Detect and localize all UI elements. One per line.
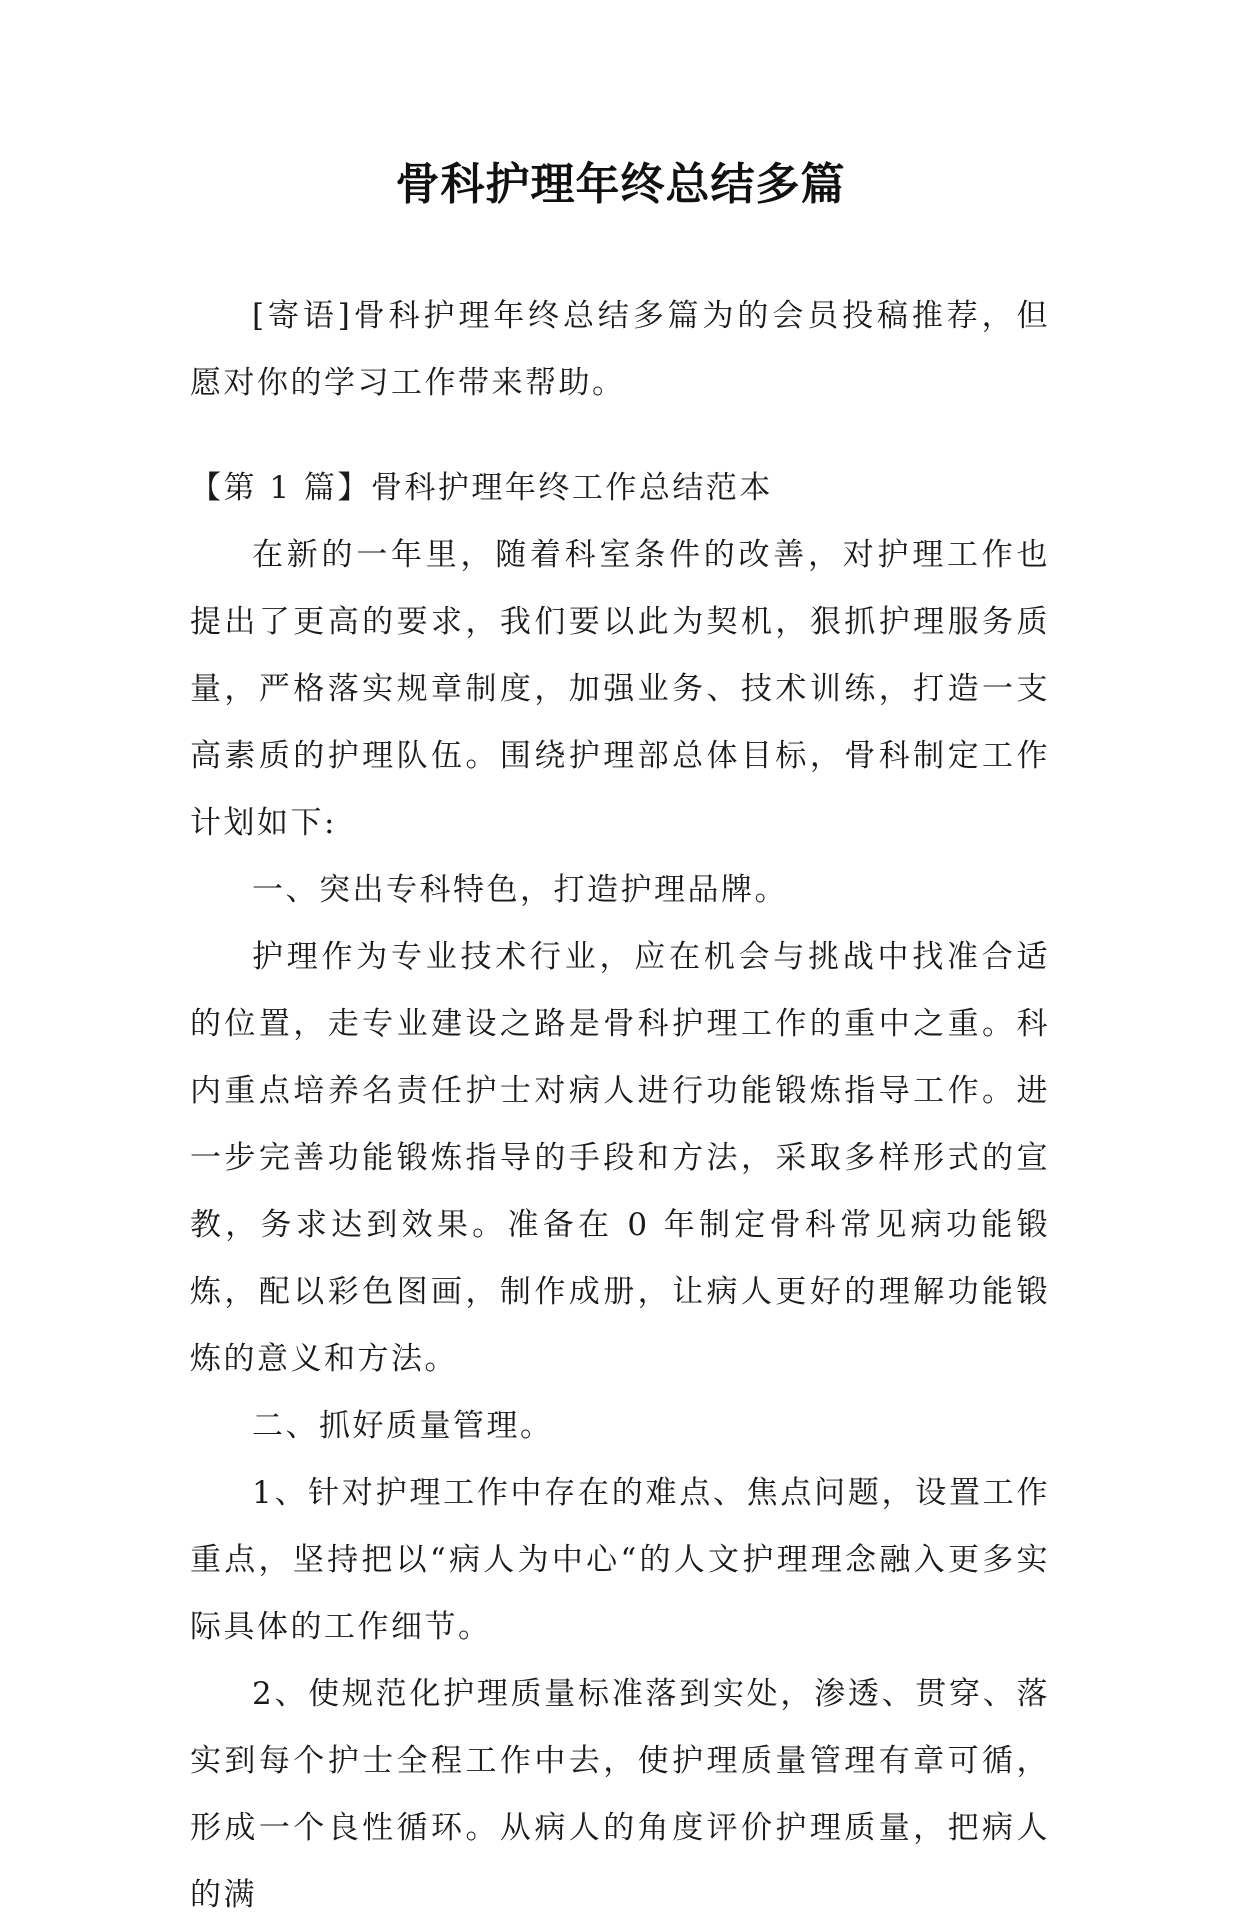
document-title: 骨科护理年终总结多篇: [395, 159, 846, 210]
body-paragraph: 护理作为专业技术行业，应在机会与挑战中找准合适的位置，走专业建设之路是骨科护理工作的重中之重。科内重点培养名责任护士对病人进行功能锻炼指导工作。进一步完善功能锻炼指导的手段和方法，采取多样形式的宣教，务求达到效果。准备在 0 年制定骨科常见病功能锻炼，配以彩色图画，制作成册，让病人更好的理解功能锻炼的意义和方法。: [190, 939, 1050, 1377]
body-paragraph: 1、针对护理工作中存在的难点、焦点问题，设置工作重点，坚持把以“病人为中心“的人文护理理念融入更多实际具体的工作细节。: [190, 1475, 1050, 1645]
article-body: [190, 455, 1050, 1929]
intro-block: [190, 283, 1050, 417]
body-paragraph: 2、使规范化护理质量标准落到实处，渗透、贯穿、落实到每个护士全程工作中去，使护理质量管理有章可循，形成一个良性循环。从病人的角度评价护理质量，把病人的满: [190, 1676, 1050, 1913]
body-paragraph: 二、抓好质量管理。: [252, 1408, 554, 1444]
body-paragraph: 一、突出专科特色，打造护理品牌。: [252, 872, 788, 908]
body-paragraph: 在新的一年里，随着科室条件的改善，对护理工作也提出了更高的要求，我们要以此为契机，狠抓护理服务质量，严格落实规章制度，加强业务、技术训练，打造一支高素质的护理队伍。围绕护理部总体目标，骨科制定工作计划如下:: [190, 537, 1050, 841]
section-heading: 【第 1 篇】骨科护理年终工作总结范本: [190, 470, 773, 506]
intro-paragraph: [寄语]骨科护理年终总结多篇为的会员投稿推荐，但愿对你的学习工作带来帮助。: [190, 298, 1050, 401]
